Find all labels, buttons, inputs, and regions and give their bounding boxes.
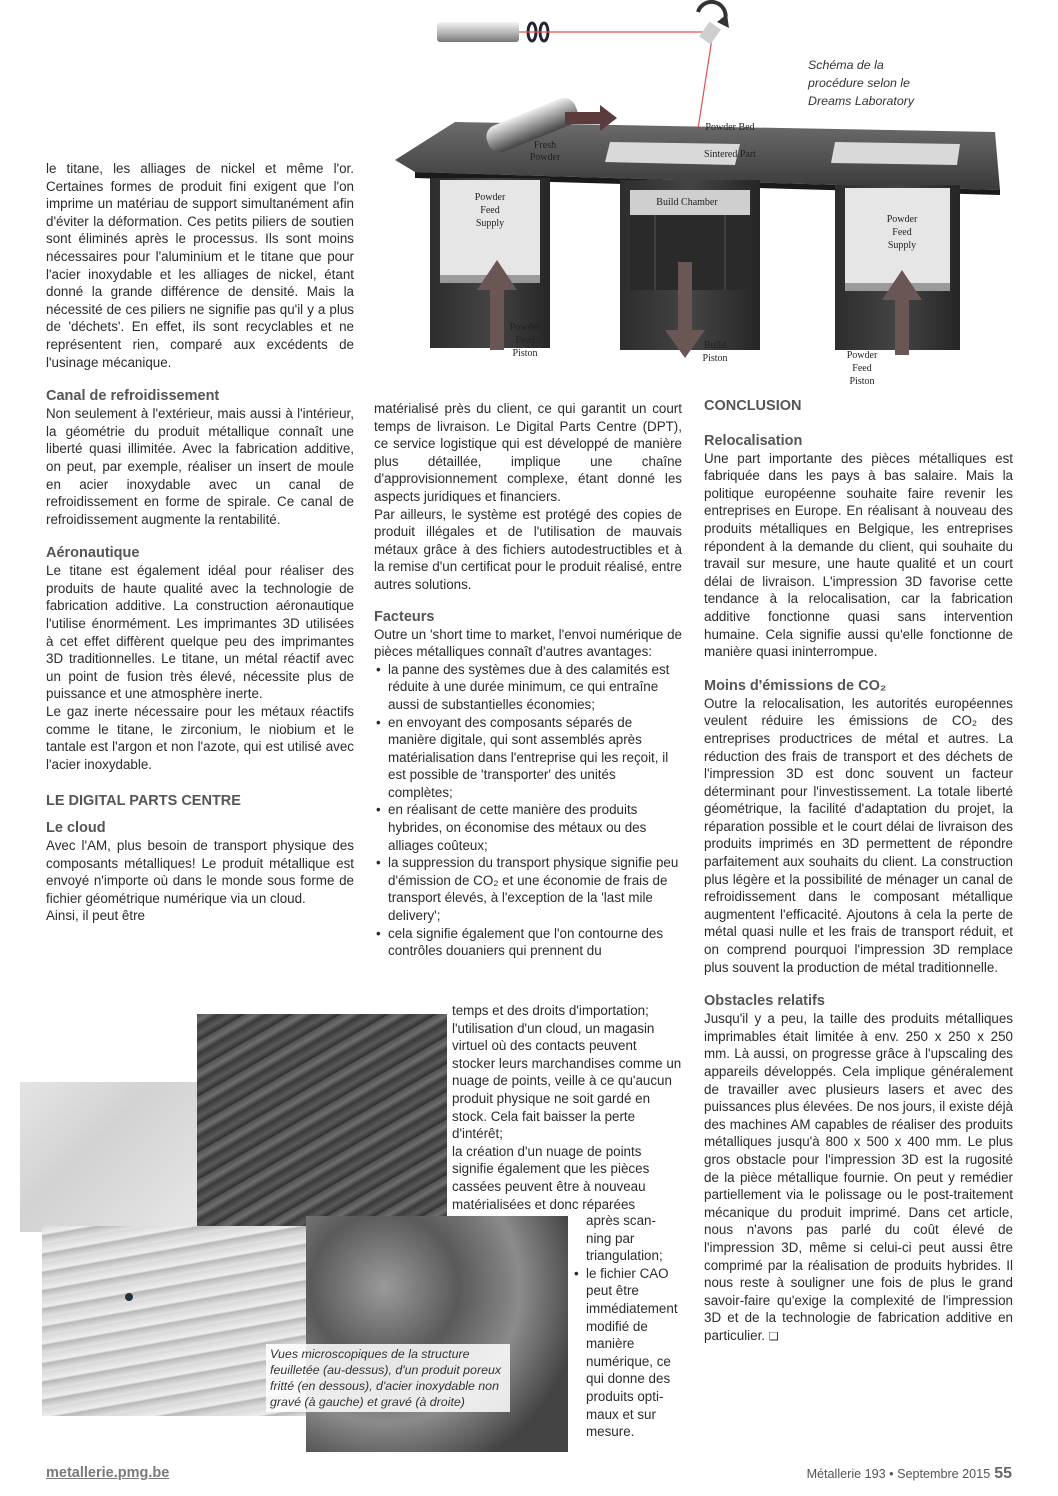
list-item-continuation: après scan- ning par triangulation; [586,1213,663,1264]
section-title: LE DIGITAL PARTS CENTRE [46,793,241,810]
list-item: • cela signifie également que l'on contourne des contrôles douaniers qui prennent du [374,925,682,960]
label-feed-supply-left: Powder Feed Supply [474,192,506,229]
figure-caption: Schéma de la procédure selon le Dreams Laboratory [808,58,915,108]
label-feed-piston-left: Powder Feed Piston [509,322,541,359]
laser-source [437,22,519,42]
section-heading: Obstacles relatifs [704,993,825,1010]
section-heading: Facteurs [374,608,435,625]
paragraph: Ainsi, il peut être [46,908,145,924]
footer-issue: Métallerie 193 • Septembre 2015 55 [806,1465,1012,1482]
list-item: • en envoyant des composants séparés de manière digitale, qui sont assemblés après matérialisation dans l'entreprise qui les reçoit, il est possible de 'transporter' des unités complètes; [374,714,682,802]
paragraph: le titane, les alliages de nickel et même l'or. Certaines formes de produit fini exigent que l'on imprime un matériau de support simultanément afin d'éviter la déformation. Ces petits piliers de soutien sont éliminés après le processus. Ils sont moins nécessaires pour l'aluminium et le titane que pour l'acier inoxydable et les alliages de nickel, étant donné la grande différence de densité. Mais la nécessité de ces piliers ne signifie pas qu'il y a plus de 'déchets'. En effet, ils sont recyclables et ne représentent rien, comparé aux excédents de l'usinage mécanique. [46,161,354,370]
label-sintered-part: Sintered Part [704,149,756,160]
paragraph: matérialisé près du client, ce qui garantit un court temps de livraison. Le Digital Parts Centre (DPT), ce service logistique qui est développé de manière plus détaillée, implique une chaîne d'approvisionnement complexe, étant donné les aspects juridiques et financiers. [374,401,682,504]
column-2-lower [438,1002,683,1213]
list-item: • la création d'un nuage de points signifie également que les pièces cassées peuvent être à nouveau matérialisées et donc réparées [438,1143,683,1213]
list-item: • le fichier CAO peut être immédiatement modifié de manière numérique, ce qui donne des produits opti- maux et sur mesure. [574,1265,678,1440]
section-heading: Relocalisation [704,432,803,449]
list-item: • en réalisant de cette manière des produits hybrides, on économise des métaux ou des alliages coûteux; [374,801,682,854]
footer-site-link[interactable]: metallerie.pmg.be [46,1465,170,1481]
microscope-photo-sintered [306,1216,568,1452]
paragraph: Le titane est également idéal pour réaliser des produits de haute qualité avec la technologie de fabrication additive. La construction aéronautique l'utilise énormément. Les imprimantes 3D utilisées à cet effet diffèrent quelque peu des imprimantes 3D traditionnelles. Le titane, un métal réactif avec un point de fusion très élevé, nécessite plus de puissance et une atmosphère inerte. [46,563,354,702]
bullet-list [374,661,682,960]
column-1 [46,160,354,925]
section-title: CONCLUSION [704,398,802,414]
paragraph: Jusqu'il y a peu, la taille des produits métalliques imprimables était limitée à env. 250 x 250 x 250 mm. Là aussi, on progresse grâce à l'upscaling des appareils développés. Cela implique généralement de travailler avec plusieurs lasers et avec des puissances plus élevées. De nos jours, il existe déjà des machines AM capables de réaliser des produits métalliques jusqu'à 800 x 500 x 400 mm. Le plus gros obstacle pour l'impression 3D est la rugosité de la pièce métallique fournie. On peut y remédier partiellement via le polissage ou le post-traitement mécanique du produit imprimé. Dans cet article, nous n'avons pas parlé du coût élevé de l'impression 3D, même si celui-ci peut aussi être comprimé par la réalisation de produits hybrides. Il nous reste à souligner une fois de plus le grand savoir-faire qu'exige la complexité de l'impression 3D et de la technologie de fabrication additive en particulier. ❑ [704,1011,1013,1343]
section-heading: Le cloud [46,820,106,836]
scanner-mirror [699,22,721,45]
bullet-list [438,1020,683,1214]
list-item: • la panne des systèmes due à des calamités est réduite à une durée minimum, ce qui entraîne aussi de substantielles économies; [374,661,682,714]
pore-dot [125,1293,133,1301]
microscope-photo-layered [197,1014,447,1236]
label-feed-supply-right: Powder Feed Supply [886,214,918,251]
paragraph: Une part importante des pièces métalliques est fabriquée dans les pays à bas salaire. Mais la politique européenne souhaite faire revenir les entreprises en Europe. En réalisant à nouveau des produits métalliques en Belgique, les entreprises répondent à la demande du client, qui souhaite du travail sur mesure, une haute qualité et un court délai de livraison. L'impression 3D favorise cette tendance à la relocalisation, car la fabrication additive fonctionne quasi sans intervention humaine. Cela signifie aussi qu'elle fonctionne de manière quasi ininterrompue. [704,450,1013,660]
paragraph: Outre un 'short time to market, l'envoi numérique de pièces métalliques connaît d'autres avantages: [374,626,682,660]
end-mark-icon: ❑ [768,1330,779,1343]
column-2-narrow [572,1212,682,1441]
list-item: • la suppression du transport physique signifie peu d'émission de CO₂ et une économie de frais de transport élevés, à l'exception de la 'last mile delivery'; [374,854,682,924]
column-2 [374,400,682,960]
page-number: 55 [994,1465,1012,1482]
photos-caption: Vues microscopiques de la structure feuilletée (au-dessus), d'un produit poreux fritté (en dessous), d'acier inoxydable non gravé (à gauche) et gravé (à droite) [266,1344,510,1412]
microscope-photo-left-background [20,1082,210,1232]
rotation-arrow-icon [698,2,726,20]
list-item: • l'utilisation d'un cloud, un magasin virtuel où des contacts peuvent stocker leurs marchandises comme un nuage de points, veille à ce qu'aucun produit physique ne soit gardé en stock. Cela fait baisser la perte d'intérêt; [438,1020,683,1143]
section-heading: Aéronautique [46,545,140,562]
paragraph: Non seulement à l'extérieur, mais aussi à l'intérieur, la géométrie du produit métallique connaît une liberté quasi illimitée. Avec la fabrication additive, on peut, par exemple, réaliser un insert de moule en acier inoxydable avec un canal de refroidissement en forme de spirale. Ce canal de refroidissement augmente la rentabilité. [46,406,354,527]
label-feed-piston-right: Powder Feed Piston [846,350,878,387]
paragraph: Le gaz inerte nécessaire pour les métaux réactifs comme le titane, le zirconium, le niobium et le tantale est l'argon et non l'azote, qui est utilisé avec l'acier inoxydable. [46,704,354,772]
paragraph: Par ailleurs, le système est protégé des copies de produit illégales et de l'utilisation de mauvais métaux grâce à des fichiers autodestructibles et à la remise d'un certificat pour le produit réalisé, entre autres solutions. [374,506,682,592]
paragraph: Outre la relocalisation, les autorités européennes veulent réduire les émissions de CO₂ des entreprises productrices de métal et autres. La réduction des frais de transport et des déchets de l'impression 3D est donc souvent un facteur déterminant pour l'investissement. La totale liberté géométrique, la facilité d'adaptation du projet, la réparation possible et le court délai de livraison des produits imprimés en 3D permettent de répondre parfaitement aux souhaits du client. La construction plus légère et la possibilité de ménager un canal de refroidissement dans le composant métallique augmentent l'efficacité. Ajoutons à cela la perte de métal quasi nulle et les frais de transport réduit, et on comprend pourquoi l'impression 3D remplace plus souvent la production de métal traditionnelle. [704,695,1013,975]
paragraph: Avec l'AM, plus besoin de transport physique des composants métalliques! Le produit métallique est envoyé n'importe où dans le monde sous forme de fichier géométrique numérique via un cloud. [46,838,354,906]
column-3 [704,398,1013,1347]
label-build-chamber: Build Chamber [656,197,718,208]
label-fresh-powder: Fresh Powder [529,140,561,163]
paragraph: temps et des droits d'importation; [452,1003,649,1018]
label-build-piston: Build Piston [702,340,728,364]
label-powder-bed: Powder Bed [705,122,755,133]
section-heading: Moins d'émissions de CO₂ [704,677,887,694]
sls-process-diagram [395,0,1020,395]
section-heading: Canal de refroidissement [46,388,220,405]
